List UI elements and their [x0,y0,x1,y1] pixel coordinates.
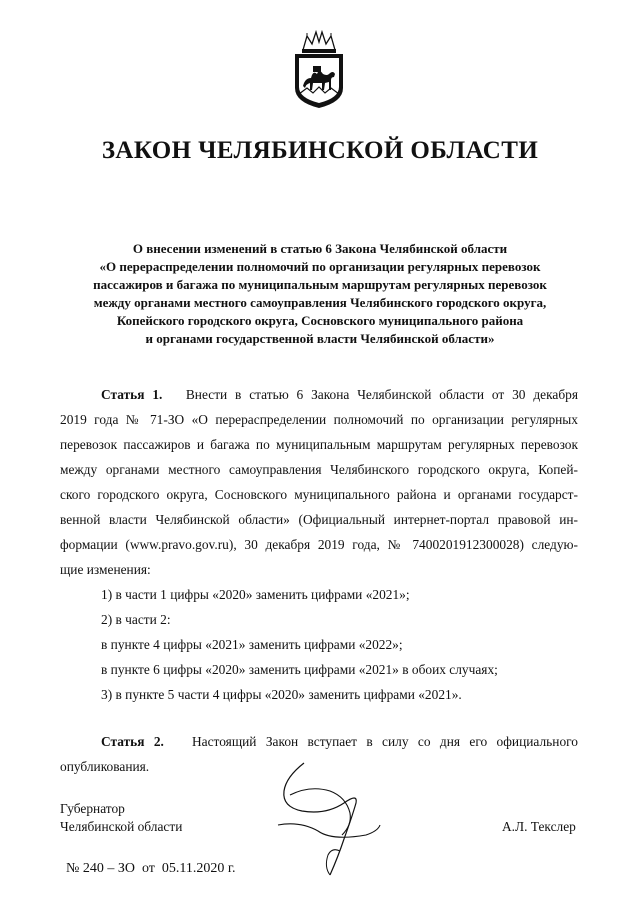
subject-line: пассажиров и багажа по муниципальным маршрутам регулярных перевозок [93,277,547,292]
article-1-first-line [101,386,578,404]
article-1-line: 2019 года № 71-ЗО «О перераспределении полномочий по организации регулярных [60,412,578,427]
signature-icon [270,755,385,880]
article-1-line: венной власти Челябинской области» (Официальный интернет-портал правовой ин- [60,512,578,527]
amendment-item: 3) в пункте 5 части 4 цифры «2020» заменить цифрами «2021». [101,687,462,702]
amendment-item: 1) в части 1 цифры «2020» заменить цифрами «2021»; [101,587,410,602]
article-2-text: Настоящий Закон вступает в силу со дня его официального [192,734,578,749]
subject-line: между органами местного самоуправления Челябинского городского округа, [93,295,547,310]
signer-region: Челябинской области [60,819,183,834]
article-1-line: формации (www.pravo.gov.ru), 30 декабря 2019 года, № 7400201912300028) следую- [60,537,578,552]
subject-line: и органами государственной власти Челябинской области» [145,331,495,346]
signer-name: А.Л. Текслер [502,819,576,834]
coat-of-arms-icon [289,30,349,110]
signer-position: Губернатор [60,801,125,816]
article-2-label: Статья 2. [101,734,164,749]
subject-line: «О перераспределении полномочий по организации регулярных перевозок [99,259,541,274]
article-1-line: перевозок пассажиров и багажа по муниципальным маршрутам регулярных перевозок [60,437,578,452]
article-1-line: щие изменения: [60,562,151,577]
amendment-item: в пункте 6 цифры «2020» заменить цифрами «2021» в обоих случаях; [101,662,498,677]
subject-line: О внесении изменений в статью 6 Закона Челябинской области [132,241,508,256]
registration-number: № 240 – ЗО от 05.11.2020 г. [66,861,236,876]
subject-line: Копейского городского округа, Сосновского муниципального района [116,313,524,328]
article-2-line: опубликования. [60,759,150,774]
article-1-line: ского городского округа, Сосновского муниципального района и органами государст- [60,487,578,502]
amendment-item: в пункте 4 цифры «2021» заменить цифрами «2022»; [101,637,403,652]
amendment-item: 2) в части 2: [101,612,171,627]
article-2-first-line [101,733,578,751]
law-title: ЗАКОН ЧЕЛЯБИНСКОЙ ОБЛАСТИ [101,137,539,164]
article-1-line: между органами местного самоуправления Челябинского городского округа, Копей- [60,462,578,477]
law-subject [60,240,580,348]
article-1-text: Внести в статью 6 Закона Челябинской области от 30 декабря [185,387,578,402]
article-1-label: Статья 1. [101,387,163,402]
